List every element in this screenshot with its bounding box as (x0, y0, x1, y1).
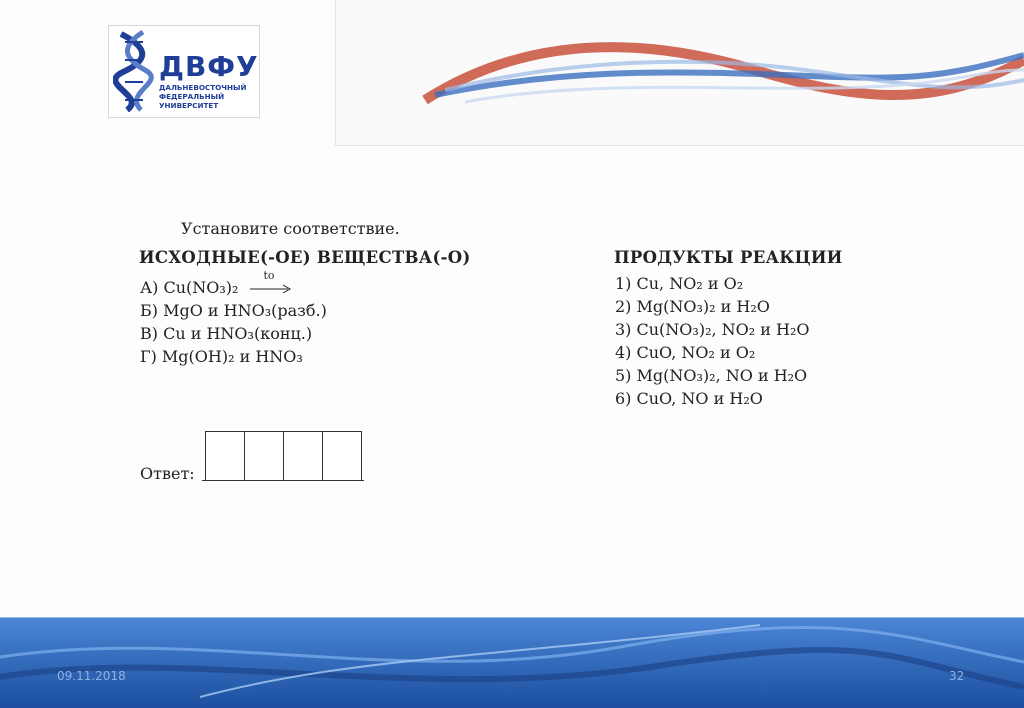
reactant-a: А) Cu(NO₃)₂ (140, 278, 239, 297)
page-number: 32 (949, 669, 965, 683)
list-item: 4) CuO, NO₂ и O₂ (615, 343, 756, 362)
header-waves (335, 0, 1024, 145)
list-item: 1) Cu, NO₂ и O₂ (615, 274, 744, 293)
footer-band (0, 617, 1024, 708)
products-heading: ПРОДУКТЫ РЕАКЦИИ (614, 248, 843, 267)
footer-date: 09.11.2018 (57, 669, 126, 683)
products-list (615, 272, 810, 410)
list-item (140, 322, 327, 345)
answer-label: Ответ: (140, 464, 195, 483)
answer-baseline (202, 480, 364, 481)
reactant-v: В) Cu и HNO₃(конц.) (140, 324, 313, 343)
answer-cell-v[interactable] (283, 431, 323, 481)
reactants-list (140, 268, 327, 368)
list-item (140, 299, 327, 322)
list-item (140, 268, 327, 299)
logo-subtitle: ДАЛЬНЕВОСТОЧНЫЙ ФЕДЕРАЛЬНЫЙ УНИВЕРСИТЕТ (159, 83, 247, 110)
answer-grid (205, 431, 362, 481)
list-item: 5) Mg(NO₃)₂, NO и H₂O (615, 366, 808, 385)
reactant-b: Б) MgO и HNO₃(разб.) (140, 301, 327, 320)
logo-wordmark: ДВФУ (159, 50, 259, 83)
list-item: 3) Cu(NO₃)₂, NO₂ и H₂O (615, 320, 810, 339)
dna-helix-icon (113, 30, 157, 112)
list-item (140, 345, 327, 368)
heat-arrow-icon (250, 268, 292, 296)
list-item: 6) CuO, NO и H₂O (615, 389, 763, 408)
arrow-label: to (263, 268, 275, 282)
task-instruction: Установите соответствие. (181, 219, 400, 238)
dvfu-logo (108, 25, 260, 118)
answer-cell-g[interactable] (322, 431, 362, 481)
reactants-heading: ИСХОДНЫЕ(-ОЕ) ВЕЩЕСТВА(-О) (139, 248, 471, 267)
answer-cell-a[interactable] (205, 431, 245, 481)
answer-cell-b[interactable] (244, 431, 284, 481)
reactant-g: Г) Mg(OH)₂ и HNO₃ (140, 347, 303, 366)
list-item: 2) Mg(NO₃)₂ и H₂O (615, 297, 770, 316)
